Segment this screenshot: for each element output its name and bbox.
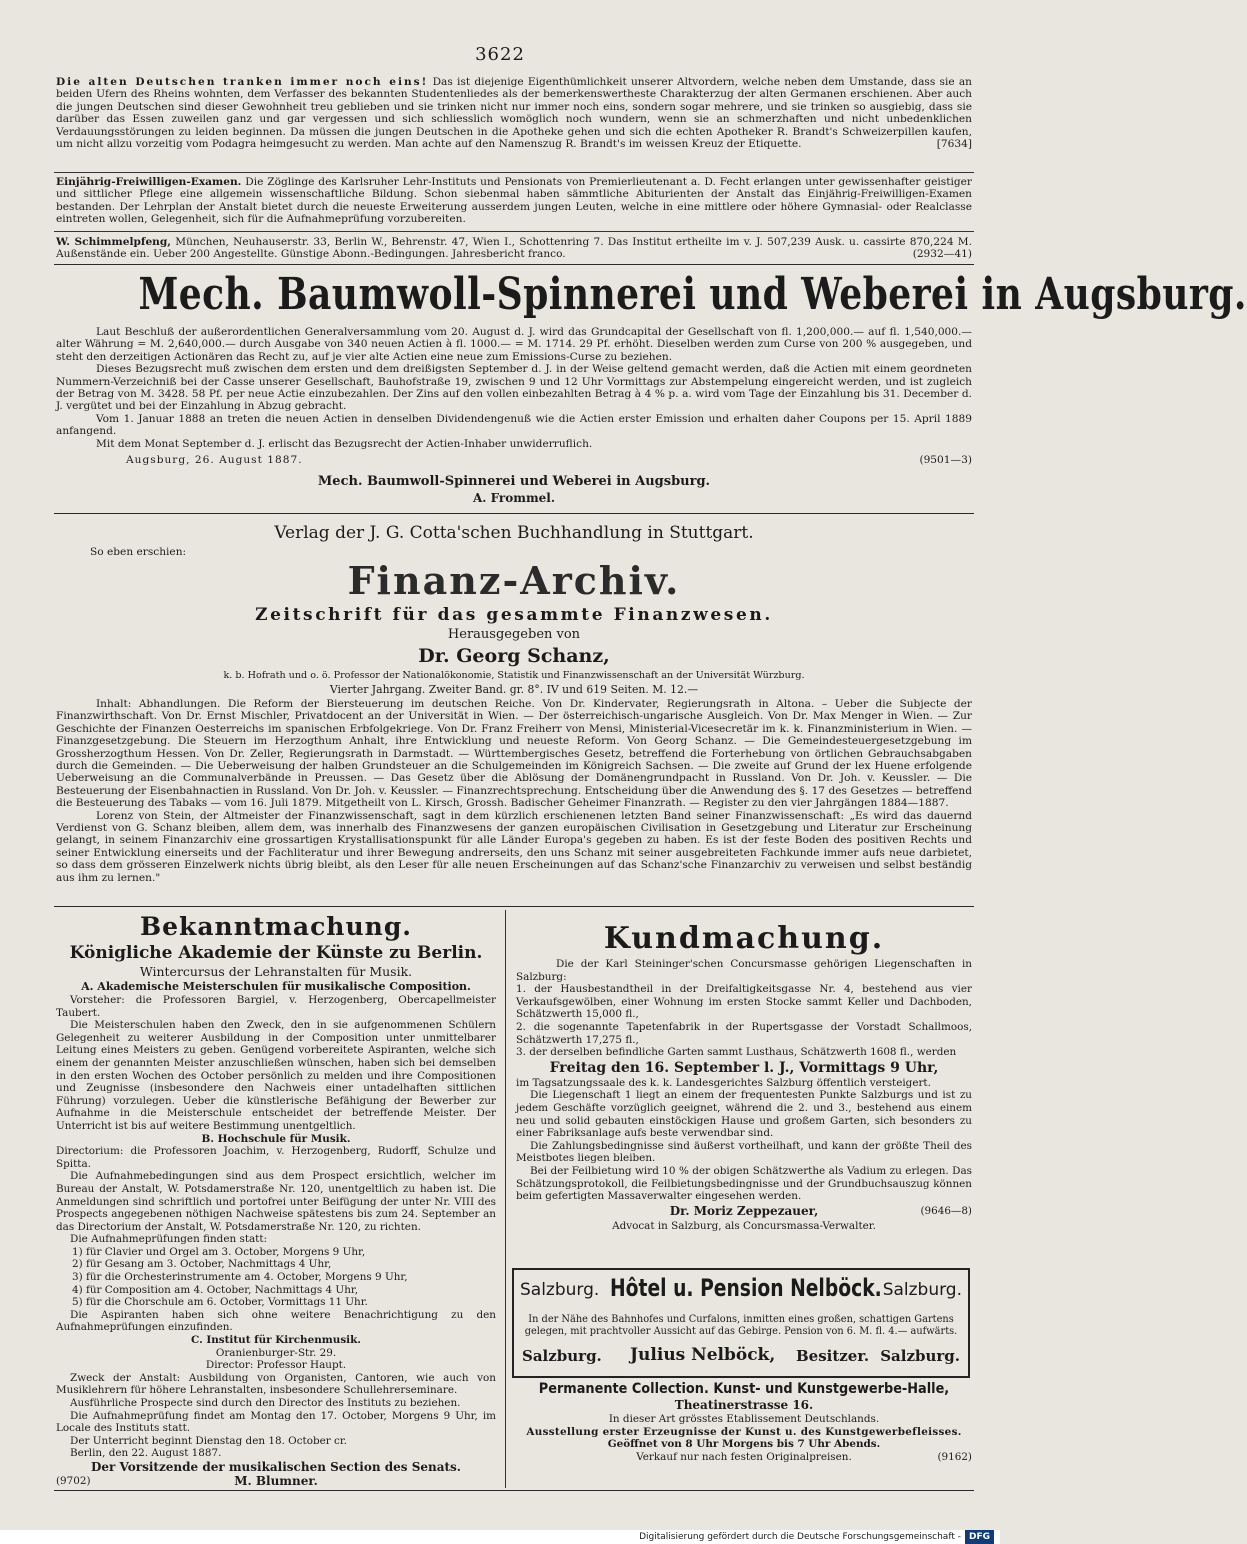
finanz-editor-title: k. b. Hofrath und o. ö. Professor der Nationalökonomie, Statistik und Finanzwissenschaft an der Universität Würzburg.: [223, 670, 805, 681]
spinnerei-sign-company: Mech. Baumwoll-Spinnerei und Weberei in Augsburg.: [317, 474, 711, 489]
bekannt-title: Bekanntmachung.: [139, 912, 413, 941]
ad-schimmelpfeng-body: München, Neuhauserstr. 33, Berlin W., Behrenstr. 47, Wien I., Schottenring 7. Das Institut ertheilte im v. J. 507,239 Ausk. u. cassirte 870,224 M. Außenstände ein. Ueber 200 Angestellte. Günstige Abonn.-Bedingungen. Jahresbericht franco.: [56, 236, 972, 261]
hotel-city-left: Salzburg.: [520, 1280, 600, 1300]
list-item: 5) für die Chorschule am 6. October, Vormittags 11 Uhr.: [72, 1296, 368, 1309]
collection-line2: Ausstellung erster Erzeugnisse der Kunst u. des Kunstgewerbefleisses.: [526, 1425, 962, 1438]
kund-body1: im Tagsatzungssaale des k. k. Landesgerichtes Salzburg öffentlich versteigert.: [516, 1076, 931, 1089]
kund-date-line: Freitag den 16. September l. J., Vormittags 9 Uhr,: [549, 1059, 939, 1076]
hotel-ad: [512, 1268, 970, 1378]
bekannt-section-a: A. Akademische Meisterschulen für musikalische Composition.: [81, 980, 471, 993]
kund-item-1: 1. der Hausbestandtheil in der Dreifaltigkeitsgasse Nr. 4, bestehend aus vier Verkaufsgewölben, einer Wohnung im ersten Stocke sammt Keller und Dachboden, Schätzwerth 15,000 fl.,: [516, 983, 972, 1021]
bekannt-subtitle: Königliche Akademie der Künste zu Berlin.: [69, 943, 483, 963]
ad-brandt-ref: [7634]: [936, 138, 972, 151]
ad-brandt: [56, 76, 972, 150]
collection-ref: (9162): [937, 1450, 972, 1463]
bekannt-pruef-list: [56, 1246, 496, 1309]
list-item: 3) für die Orchesterinstrumente am 4. October, Morgens 9 Uhr,: [72, 1271, 408, 1284]
spinnerei-sign-person: A. Frommel.: [472, 491, 556, 505]
spinnerei-p2: Dieses Bezugsrecht muß zwischen dem ersten und dem dreißigsten September d. J. in der Weise geltend gemacht werden, daß die Actien mit einem geordneten Nummern-Verzeichniß bei der Casse unserer Gesellschaft, Bauhofstraße 19, zwischen 9 und 12 Uhr Vormittags zur Abstempelung eingereicht werden, und ist zugleich der Betrag von M. 3428. 58 Pf. per neue Actie einzubezahlen. Der Zins auf den vollen einbezahlten Betrag à 4 % p. a. wird vom Tage der Einzahlung bis 31. December d. J. vergütet und bei der Einzahlung in Abzug gebracht.: [56, 363, 972, 413]
divider: [54, 513, 974, 514]
bekannt-b-tail: Die Aspiranten haben sich ohne weitere Benachrichtigung zu den Aufnahmeprüfungen einzufinden.: [56, 1308, 496, 1334]
ad-brandt-headline: Die alten Deutschen tranken immer noch eins!: [56, 76, 429, 88]
kund-body3: Die Zahlungsbedingnisse sind äußerst vortheilhaft, und kann der größte Theil des Meistbotes liegen bleiben.: [516, 1139, 972, 1165]
divider: [54, 264, 974, 265]
page-number: 3622: [475, 44, 525, 65]
spinnerei-signature: [56, 474, 972, 506]
footer-text: Digitalisierung gefördert durch die Deutsche Forschungsgemeinschaft -: [639, 1532, 961, 1542]
hotel-sign-role: Besitzer.: [796, 1347, 870, 1365]
bekannt-section-b: B. Hochschule für Musik.: [201, 1132, 351, 1145]
kund-ref: (9646—8): [920, 1204, 972, 1217]
divider: [54, 172, 974, 173]
kund-sign: Dr. Moriz Zeppezauer,: [669, 1203, 819, 1218]
list-item: 2) für Gesang am 3. October, Nachmittags 4 Uhr,: [72, 1258, 332, 1271]
finanz-contents: [56, 698, 972, 884]
digitization-footer: [0, 1530, 1000, 1544]
kund-item-3: 3. der derselben befindliche Garten sammt Lusthaus, Schätzwerth 1608 fl., werden: [516, 1046, 957, 1059]
finanz-so-eben: So eben erschien:: [90, 546, 187, 558]
kund-body4: Bei der Feilbietung wird 10 % der obigen Schätzwerthe als Vadium zu erlegen. Das Schätzungsprotokoll, die Feilbietungsbedingnisse und der Grundbuchsauszug können beim gefertigten Massaverwalter eingesehen werden.: [516, 1164, 972, 1203]
bekannt-date: Berlin, den 22. August 1887.: [70, 1447, 222, 1460]
bekannt-sign2: M. Blumner.: [234, 1473, 318, 1488]
collection-ad: [516, 1380, 972, 1463]
ad-examen: [56, 176, 972, 226]
bekannt-a-body: Die Meisterschulen haben den Zweck, den in sie aufgenommenen Schülern Gelegenheit zu weiterer Ausbildung in der Composition unter unmittelbarer Leitung eines Meisters zu geben. Genügend vorbereitete Aspiranten, welche sich einem der genannten Meister anzuschließen wünschen, haben sich bei demselben in den ersten Wochen des October persönlich zu melden und ihre Compositionen und Zeugnisse (insbesondere den Nachweis einer untadelhaften sittlichen Führung) vorzulegen. Ueber die künstlerische Befähigung der Bewerber zur Aufnahme in die Meisterschule entscheidet der betreffende Meister. Der Unterricht ist bis auf weitere Bestimmung unentgeltlich.: [56, 1019, 496, 1132]
ad-brandt-body: Das ist diejenige Eigenthümlichkeit unserer Altvordern, welche neben dem Umstande, dass sie an beiden Ufern des Rheins wohnten, dem Verfasser des bekannten Studentenliedes als der bemerkenswertheste Charakterzug der alten Germanen erschienen. Aber auch die jungen Deutschen sind dieser Gewohnheit treu geblieben und sie trinken nicht nur immer noch eins, sondern sogar mehrere, und sie trinken so ausgiebig, dass sie darüber das Essen zuweilen ganz und gar vergessen und sich schliesslich womöglich noch wundern, wenn sie an schmerzhaften und nicht unbedenklichen Verdauungsstörungen zu leiden beginnen. Da müssen die jungen Deutschen in die Apotheke gehen und sich die echten Apotheker R. Brandt's Schweizerpillen kaufen, um nicht allzu vorzeitig vom Podagra heimgesucht zu werden. Man achte auf den Namenszug R. Brandt's im weissen Kreuz der Etiquette.: [56, 76, 972, 151]
finanz-editor: Dr. Georg Schanz,: [418, 645, 610, 667]
ad-schimmelpfeng-name: W. Schimmelpfeng,: [56, 236, 171, 248]
hotel-sign-city-right: Salzburg.: [880, 1347, 960, 1365]
collection-line3: Geöffnet von 8 Uhr Morgens bis 7 Uhr Abends.: [607, 1438, 881, 1451]
bekannt-c-pros: Ausführliche Prospecte sind durch den Director des Instituts zu beziehen.: [70, 1397, 461, 1409]
finanz-subtitle: Zeitschrift für das gesammte Finanzwesen.: [255, 605, 773, 625]
bekannt-directorium: Directorium: die Professoren Joachim, v. Herzogenberg, Rudorff, Schulze und Spitta.: [56, 1145, 496, 1170]
hotel-name: Hôtel u. Pension Nelböck.: [610, 1274, 882, 1302]
ad-examen-body: Die Zöglinge des Karlsruher Lehr-Instituts und Pensionats von Premierlieutenant a. D. Fecht erlangen unter gewissenhafter geistiger und sittlicher Pflege eine allgemein wissenschaftliche Bildung. Schon siebenmal haben sämmtliche Abiturienten der Anstalt das Einjährig-Freiwilligen-Examen bestanden. Der Lehrplan der Anstalt bietet durch die neueste Erweiterung ausserdem jungen Leuten, welche in eine mittlere oder höhere Gymnasial- oder Realclasse eintreten wollen, Gelegenheit, sich für die Aufnahmeprüfung vorzubereiten.: [56, 176, 972, 226]
bekannt-section-c: C. Institut für Kirchenmusik.: [191, 1334, 361, 1347]
spinnerei-body: [56, 326, 972, 466]
spinnerei-title: Mech. Baumwoll-Spinnerei und Weberei in Augsburg.: [138, 269, 1247, 320]
spinnerei-ref: (9501—3): [919, 454, 972, 467]
divider: [54, 1490, 974, 1491]
divider: [54, 906, 974, 907]
finanz-title: Finanz-Archiv.: [347, 558, 681, 603]
finanz-lorenz: Lorenz von Stein, der Altmeister der Finanzwissenschaft, sagt in dem kürzlich erschienenen letzten Band seiner Finanzwissenschaft: „Es wird das dauernd Verdienst von G. Schanz bleiben, allem dem, was innerhalb des Finanzwesens der ganzen europäischen Civilisation in Gesetzgebung und Literatur zur Erscheinung gelangt, in seinem Finanzarchiv eine grossartigen Krystallisationspunkt für alle Länder Europa's gegeben zu haben. Es ist der feste Boden des positiven Rechts und seiner Entwicklung einerseits und der Fachliteratur und ihrer Bewegung andrerseits, den uns Schanz mit seiner ausgebreiteten Fachkunde immer aufs neue darbietet, so dass dem grösseren Einzelwerk nichts übrig bleibt, als den Leser für alle neuen Erscheinungen auf das Schanz'sche Finanzarchiv zu verweisen und selbst beständig aus ihm zu lernen.": [56, 809, 972, 884]
bekannt-sign1: Der Vorsitzende der musikalischen Section des Senats.: [91, 1459, 461, 1474]
bekannt-subtitle2: Wintercursus der Lehranstalten für Musik.: [139, 964, 413, 979]
hotel-sign-city-left: Salzburg.: [522, 1347, 602, 1365]
bekannt-c-addr: Oranienburger-Str. 29.: [215, 1346, 337, 1359]
spinnerei-date: Augsburg, 26. August 1887.: [126, 454, 303, 467]
collection-title: Permanente Collection. Kunst- und Kunstgewerbe-Halle,: [538, 1381, 950, 1397]
spinnerei-p3: Vom 1. Januar 1888 an treten die neuen Actien in denselben Dividendengenuß wie die Actien erster Emission und erhalten daher Coupons per 15. April 1889 anfangend.: [56, 412, 972, 438]
hotel-sign-name: Julius Nelböck,: [630, 1345, 776, 1365]
list-item: 1) für Clavier und Orgel am 3. October, Morgens 9 Uhr,: [72, 1245, 366, 1258]
spinnerei-p1: Laut Beschluß der außerordentlichen Generalversammlung vom 20. August d. J. wird das Grundcapital der Gesellschaft von fl. 1,200,000.— auf fl. 1,540,000.— alter Währung = M. 2,640,000.— durch Ausgabe von 340 neuen Actien à fl. 1000.— = M. 1714. 29 Pf. erhöht. Dieselben werden zum Curse von 200 % ausgegeben, und steht den derzeitigen Actionären das Recht zu, auf je vier alte Actien eine neue zum Emissions-Curse zu beziehen.: [56, 326, 972, 363]
bekannt-c-unterricht: Der Unterricht beginnt Dienstag den 18. October cr.: [70, 1434, 347, 1447]
hotel-city-right: Salzburg.: [882, 1280, 962, 1300]
bekanntmachung: [56, 912, 496, 1490]
bekannt-c-body: Zweck der Anstalt: Ausbildung von Organisten, Cantoren, wie auch von Musiklehrern für höhere Lehranstalten, insbesondere Schullehrerseminare.: [56, 1371, 496, 1397]
dfg-logo: DFG: [965, 1530, 994, 1544]
collection-line1: In dieser Art grösstes Etablissement Deutschlands.: [608, 1413, 880, 1425]
finanz-publisher: Verlag der J. G. Cotta'schen Buchhandlung in Stuttgart.: [274, 523, 754, 543]
spinnerei-p4: Mit dem Monat September d. J. erlischt das Bezugsrecht der Actien-Inhaber unwiderruflich.: [96, 437, 593, 450]
bekannt-vorsteher: Vorsteher: die Professoren Bargiel, v. Herzogenberg, Obercapellmeister Taubert.: [56, 994, 496, 1019]
bekannt-c-pruef: Die Aufnahmeprüfung findet am Montag den 17. October, Morgens 9 Uhr, im Locale des Instituts statt.: [56, 1409, 496, 1435]
bekannt-b-body: Die Aufnahmebedingungen sind aus dem Prospect ersichtlich, welcher im Bureau der Anstalt, W. Potsdamerstraße Nr. 120, unentgeltlich zu haben ist. Die Anmeldungen sind schriftlich und portofrei unter Beifügung der unter Nr. VIII des Prospects angegebenen nöthigen Nachweise spätestens bis zum 24. September an das Directorium der Anstalt, W. Potsdamerstraße Nr. 120, zu richten.: [56, 1170, 496, 1233]
kund-body2: Die Liegenschaft 1 liegt an einem der frequentesten Punkte Salzburgs und ist zu jedem Geschäfte vorzüglich geeignet, während die 2. und 3., bestehend aus einem neu und solid gebauten einstöckigen Hause und großem Garten, sich besonders zu einer Fabriksanlage aufs beste verwendbar sind.: [516, 1089, 972, 1140]
ad-schimmelpfeng-ref: (2932—41): [912, 248, 972, 261]
kund-title: Kundmachung.: [603, 921, 885, 956]
collection-addr: Theatinerstrasse 16.: [674, 1398, 814, 1412]
collection-line4: Verkauf nur nach festen Originalpreisen.: [636, 1450, 852, 1463]
column-divider: [505, 910, 506, 1488]
kund-intro: Die der Karl Steininger'schen Concursmasse gehörigen Liegenschaften in Salzburg:: [516, 958, 972, 983]
ad-examen-headline: Einjährig-Freiwilligen-Examen.: [56, 176, 242, 188]
divider: [54, 231, 974, 232]
finanz-edition: Vierter Jahrgang. Zweiter Band. gr. 8°. IV und 619 Seiten. M. 12.—: [329, 683, 699, 696]
list-item: 4) für Composition am 4. October, Nachmittags 4 Uhr,: [72, 1283, 359, 1296]
ad-schimmelpfeng: [56, 236, 972, 261]
kundmachung: [516, 920, 972, 1232]
finanz-inhalt: Inhalt: Abhandlungen. Die Reform der Biersteuerung im deutschen Reiche. Von Dr. Kindervater, Regierungsrath in Altona. – Ueber die Subjecte der Finanzwirthschaft. Von Dr. Ernst Mischler, Privatdocent an der Universität in Wien. — Der österreichisch-ungarische Ausgleich. Von Dr. Max Menger in Wien. — Zur Geschichte der Finanzen Oesterreichs im spanischen Erbfolgekriege. Von Dr. Franz Freiherr von Mensi, Ministerial-Vicesecretär im k. k. Finanzministerium in Wien. — Finanzgesetzgebung. Die Steuern im Herzogthum Anhalt, ihre Entwicklung und neueste Reform. Von Georg Schanz. — Die Gemeindesteuergesetzgebung im Grossherzogthum Hessen. Von Dr. Zeller, Regierungsrath in Darmstadt. — Württembergisches Gesetz, betreffend die Forterhebung von örtlichen Gebrauchsabgaben durch die Gemeinden. — Die Ueberweisung der halben Grundsteuer an die Schulgemeinden im Königreich Sachsen. — Die zweite auf Grund der lex Huene erfolgende Ueberweisung an die Communalverbände in Preussen. — Das Gesetz über die Ablösung der Domänengrundpacht in Russland. Von Dr. Joh. v. Keussler. — Die Besteuerung der Eisenbahnactien in Russland. Von Dr. Joh. v. Keussler. — Finanzrechtsprechung. Entscheidung über die Anwendung des §. 17 des Gesetzes — betreffend die Besteuerung des Tabaks — vom 16. Juli 1879. Mitgetheilt von L. Kirsch, Grossh. Badischer Geheimer Finanzrath. — Register zu den vier Jahrgängen 1884—1887.: [56, 698, 972, 810]
bekannt-c-dir: Director: Professor Haupt.: [205, 1359, 347, 1372]
bekannt-b-pruef: Die Aufnahmeprüfungen finden statt:: [70, 1233, 268, 1246]
finanz-herausgegeben: Herausgegeben von: [447, 627, 581, 642]
bekannt-ref: (9702): [56, 1474, 91, 1487]
kund-sign2: Advocat in Salzburg, als Concursmassa-Verwalter.: [612, 1219, 876, 1232]
hotel-body: In der Nähe des Bahnhofes und Curfalons, inmitten eines großen, schattigen Gartens gelegen, mit prachtvoller Aussicht auf das Gebirge. Pension von 6. M. fl. 4.— aufwärts.: [524, 1314, 958, 1337]
kund-item-2: 2. die sogenannte Tapetenfabrik in der Rupertsgasse der Vorstadt Schallmoos, Schätzwerth 17,275 fl.,: [516, 1020, 972, 1046]
